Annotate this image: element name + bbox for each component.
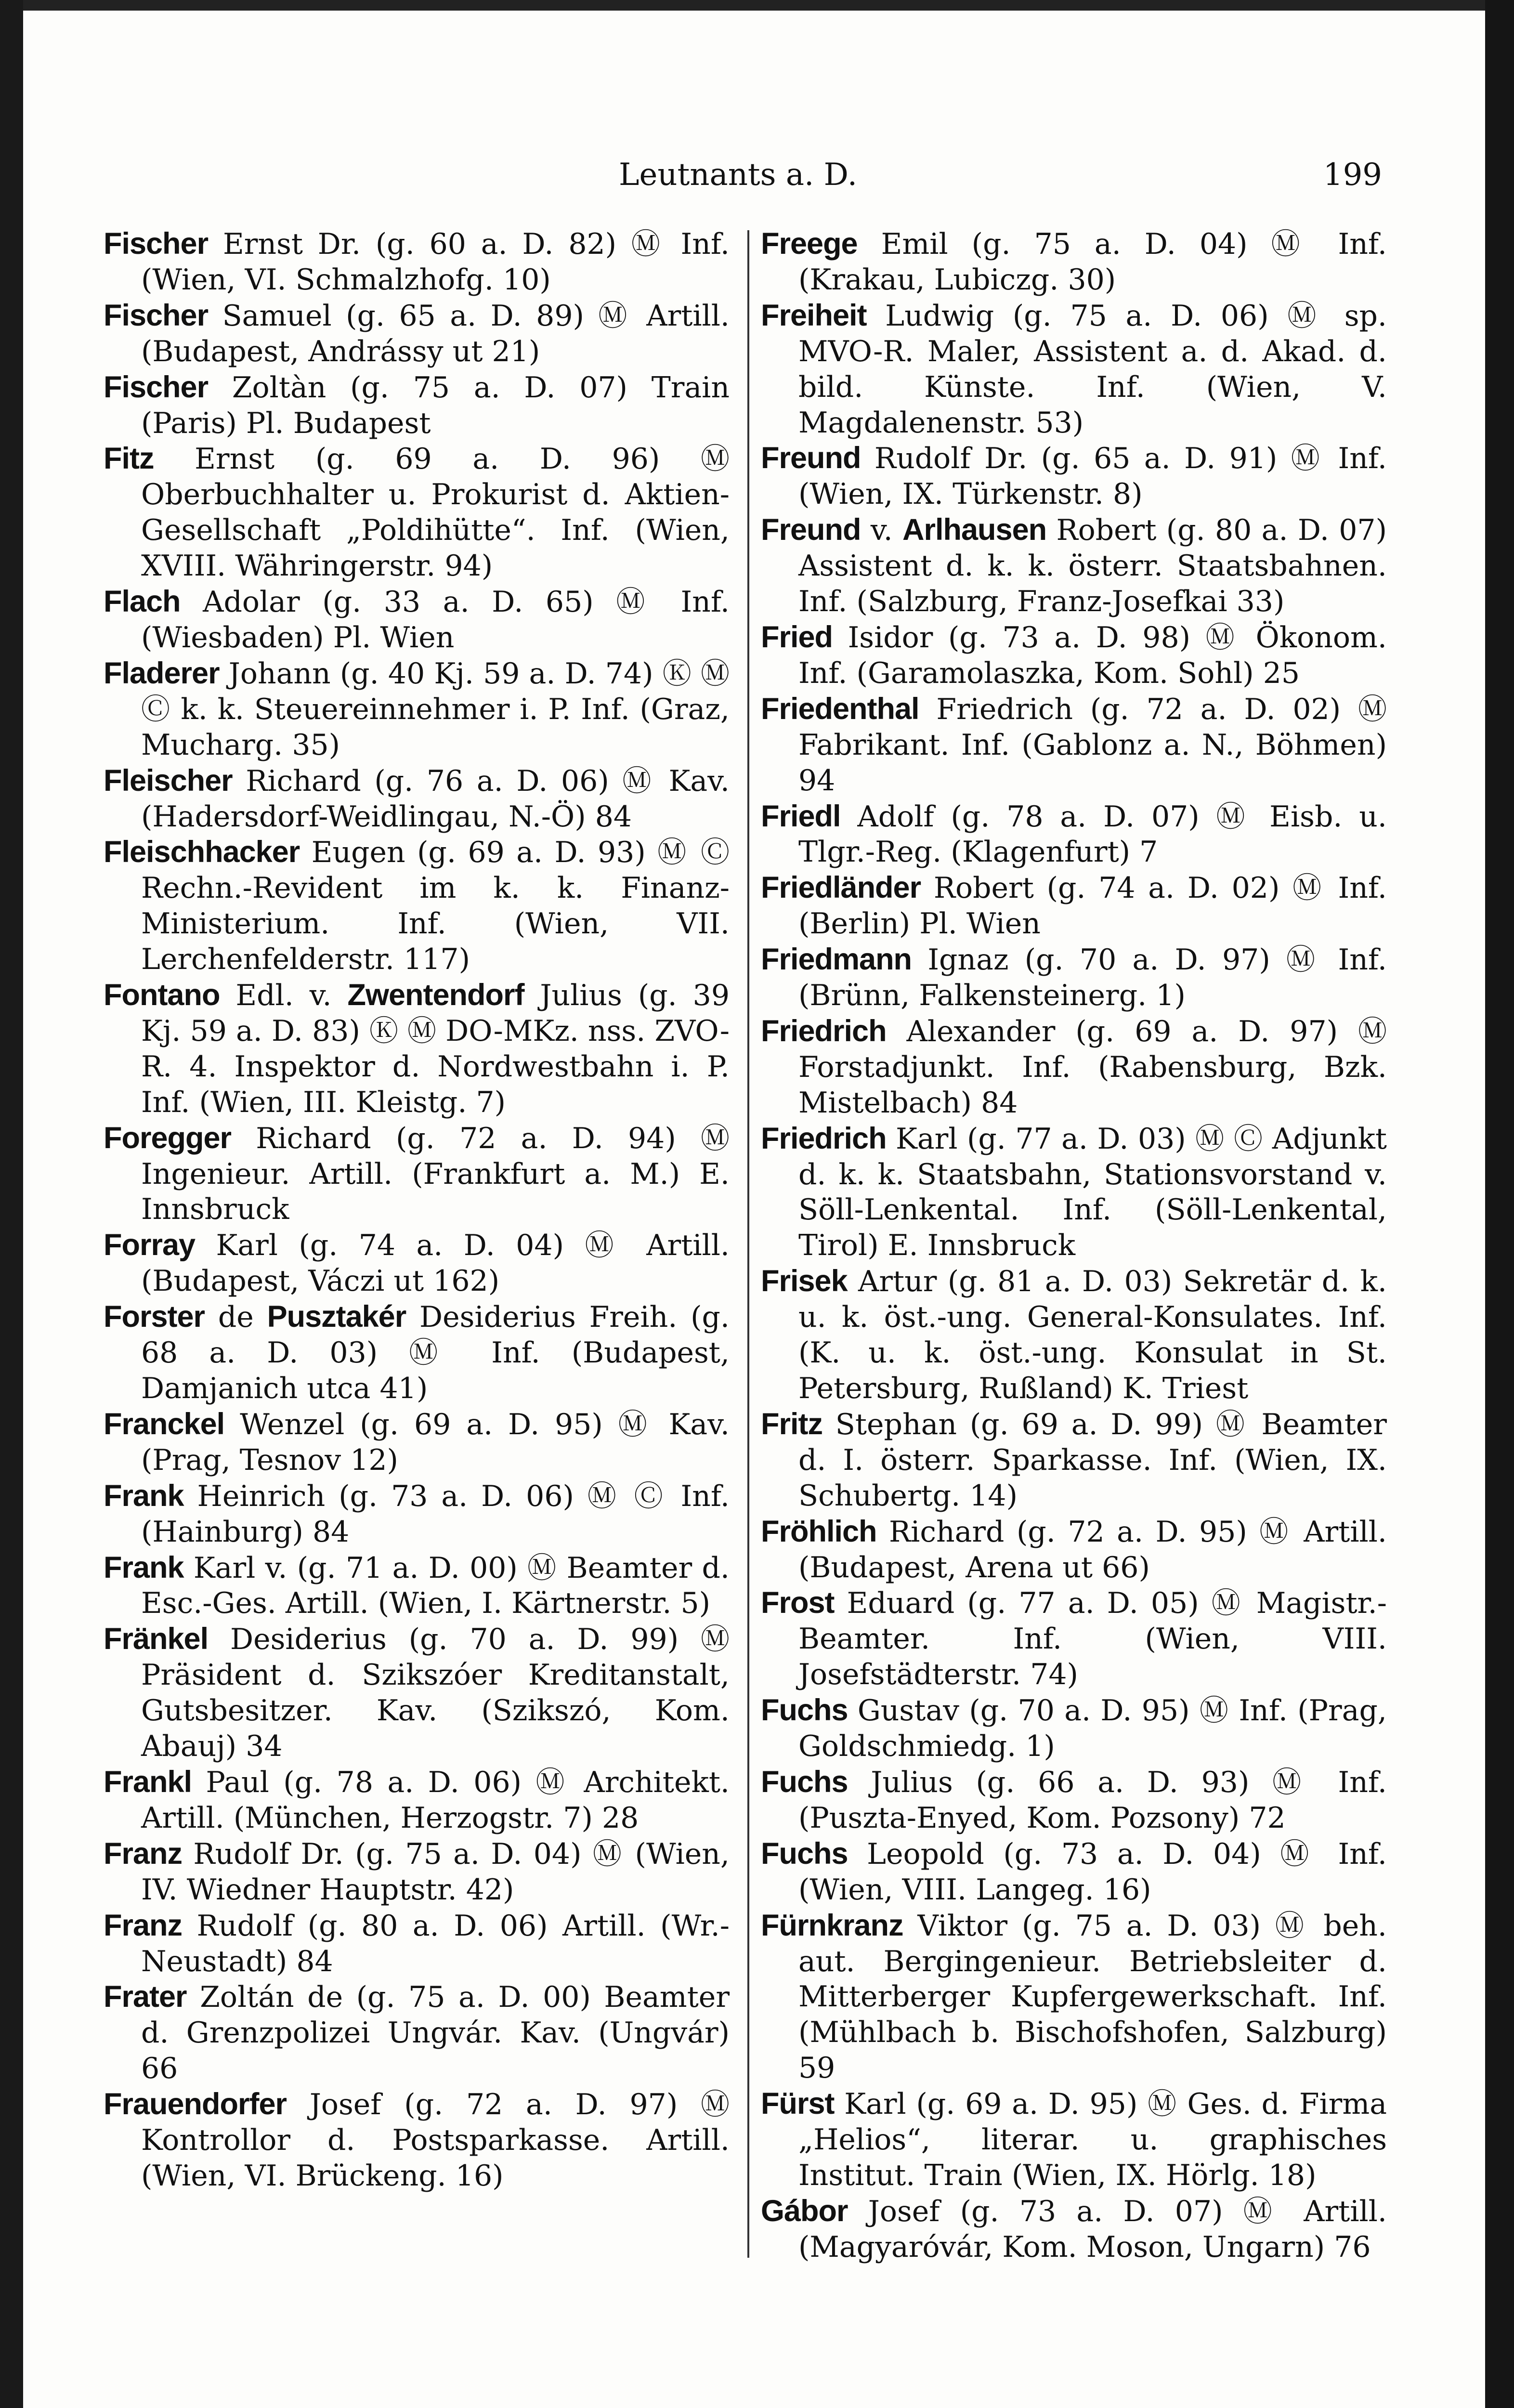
entry-surname: Fürst: [761, 2087, 835, 2121]
entry-surname: Freiheit: [761, 298, 867, 332]
entry-surname: Friedländer: [761, 871, 921, 905]
register-entry: [761, 226, 1387, 298]
register-entry: [761, 2194, 1387, 2265]
register-entry: [104, 226, 730, 298]
entry-surname: Flach: [104, 585, 181, 619]
register-entry: [761, 1585, 1387, 1693]
entry-details: Isidor (g. 73 a. D. 98) Ⓜ Ökonom. Inf. (Garamolaszka, Kom. Sohl) 25: [798, 620, 1387, 690]
entry-surname: Gábor: [761, 2194, 848, 2228]
entry-surname: Fröhlich: [761, 1514, 877, 1548]
entry-surname: Frankl: [104, 1765, 192, 1799]
entry-surname: Friedrich: [761, 1121, 887, 1155]
entry-surname: Franz: [104, 1836, 183, 1871]
entry-details: Samuel (g. 65 a. D. 89) Ⓜ Artill. (Budapest, Andrássy ut 21): [141, 299, 730, 368]
entry-details: Josef (g. 73 a. D. 07) Ⓜ Artill. (Magyaróvár, Kom. Moson, Ungarn) 76: [798, 2194, 1387, 2264]
register-entry: [761, 298, 1387, 441]
entry-details: Desiderius (g. 70 a. D. 99) Ⓜ Präsident d. Szikszóer Kreditanstalt, Gutsbesitzer. Kav. (Szikszó, Kom. Abauj) 34: [141, 1623, 730, 1764]
scan-edge-left: [0, 0, 23, 2408]
register-entry: [104, 441, 730, 584]
entry-surname: Freund: [761, 513, 861, 547]
register-entry: [761, 1836, 1387, 1908]
entry-details: Stephan (g. 69 a. D. 99) Ⓜ Beamter d. I. österr. Sparkasse. Inf. (Wien, IX. Schubertg. 14): [798, 1407, 1387, 1513]
entry-details: Emil (g. 75 a. D. 04) Ⓜ Inf. (Krakau, Lubiczg. 30): [798, 227, 1387, 297]
entry-details: Josef (g. 72 a. D. 97) Ⓜ Kontrollor d. Postsparkasse. Artill. (Wien, VI. Brückeng. 16): [141, 2088, 730, 2193]
entry-surname: Forray: [104, 1228, 196, 1262]
register-entry: [761, 1514, 1387, 1586]
entry-details: Edl. v.: [220, 979, 348, 1013]
entry-details: Eugen (g. 69 a. D. 93) Ⓜ Ⓒ Rechn.-Revident im k. k. Finanz-Ministerium. Inf. (Wien, VII. Lerchenfelderstr. 117): [141, 836, 730, 977]
entry-surname: Fitz: [104, 442, 154, 476]
entry-surname: Friedl: [761, 799, 841, 833]
entry-details-continued: Julius (g. 39 Kj. 59 a. D. 83) Ⓚ Ⓜ DO-MKz. nss. ZVO-R. 4. Inspektor d. Nordwestbahn i. P. Inf. (Wien, III. Kleistg. 7): [141, 979, 730, 1119]
entry-surname: Franz: [104, 1908, 183, 1942]
register-entry: [104, 1765, 730, 1836]
entry-surname: Fischer: [104, 227, 209, 261]
register-entry: [761, 1264, 1387, 1407]
entry-surname: Fuchs: [761, 1693, 848, 1727]
register-entry: [104, 1228, 730, 1299]
register-entry: [104, 1836, 730, 1908]
entry-predicate-name: Zwentendorf: [347, 978, 524, 1012]
entry-details: Johann (g. 40 Kj. 59 a. D. 74) Ⓚ Ⓜ Ⓒ k. k. Steuereinnehmer i. P. Inf. (Graz, Mucharg. 35): [141, 656, 730, 762]
entry-predicate-name: Pusztakér: [267, 1300, 406, 1334]
entry-details: Karl (g. 74 a. D. 04) Ⓜ Artill. (Budapest, Váczi ut 162): [141, 1229, 730, 1298]
register-entry: [104, 1407, 730, 1479]
register-entry: [761, 942, 1387, 1014]
register-entry: [761, 1693, 1387, 1765]
entry-surname: Friedenthal: [761, 692, 919, 726]
register-entry: [104, 1979, 730, 2087]
entry-details: Gustav (g. 70 a. D. 95) Ⓜ Inf. (Prag, Goldschmiedg. 1): [798, 1694, 1387, 1764]
running-head: Leutnants a. D.: [619, 157, 858, 193]
register-entry: [761, 1765, 1387, 1836]
entry-surname: Fladerer: [104, 656, 220, 690]
entry-surname: Frank: [104, 1550, 184, 1584]
register-entry: [104, 978, 730, 1121]
entry-surname: Fontano: [104, 978, 220, 1012]
entry-surname: Fränkel: [104, 1622, 209, 1656]
register-entry: [761, 870, 1387, 942]
entry-details-continued: Robert (g. 80 a. D. 07) Assistent d. k. k. österr. Staatsbahnen. Inf. (Salzburg, Franz-Josefkai 33): [798, 513, 1387, 619]
entry-details: Ludwig (g. 75 a. D. 06) Ⓜ sp. MVO-R. Maler, Assistent a. d. Akad. d. bild. Künste. Inf. (Wien, V. Magdalenenstr. 53): [798, 299, 1387, 440]
register-entry: [761, 799, 1387, 871]
entry-predicate-name: Arlhausen: [902, 513, 1047, 547]
entry-surname: Friedmann: [761, 942, 912, 977]
entry-surname: Frisek: [761, 1264, 848, 1298]
page-number: 199: [1323, 157, 1382, 193]
entry-surname: Fried: [761, 620, 833, 654]
entry-details: Heinrich (g. 73 a. D. 06) Ⓜ Ⓒ Inf. (Hainburg) 84: [141, 1479, 730, 1549]
register-entry: [761, 1908, 1387, 2087]
entry-surname: Fleischhacker: [104, 835, 300, 869]
entry-surname: Fuchs: [761, 1836, 848, 1871]
register-entry: [761, 1014, 1387, 1121]
entry-details: Friedrich (g. 72 a. D. 02) Ⓜ Fabrikant. Inf. (Gablonz a. N., Böhmen) 94: [798, 692, 1387, 798]
register-entry: [104, 370, 730, 442]
register-entry: [104, 298, 730, 370]
register-entry: [104, 1622, 730, 1765]
entry-details: Eduard (g. 77 a. D. 05) Ⓜ Magistr.-Beamter. Inf. (Wien, VIII. Josefstädterstr. 74): [798, 1586, 1387, 1692]
left-column: [104, 226, 730, 2273]
scan-edge-right: [1485, 0, 1514, 2408]
register-entry: [761, 692, 1387, 799]
register-entry: [761, 512, 1387, 620]
entry-details: Rudolf Dr. (g. 65 a. D. 91) Ⓜ Inf. (Wien, IX. Türkenstr. 8): [798, 442, 1387, 511]
page-header: [104, 152, 1382, 196]
register-entry: [104, 2087, 730, 2194]
register-entry: [104, 835, 730, 978]
register-entry: [104, 584, 730, 656]
entry-details: Richard (g. 72 a. D. 95) Ⓜ Artill. (Budapest, Arena ut 66): [798, 1515, 1387, 1584]
register-entry: [104, 1121, 730, 1228]
scan-edge-top: [0, 0, 1514, 11]
entry-surname: Foregger: [104, 1121, 232, 1155]
entry-details: Ernst (g. 69 a. D. 96) Ⓜ Oberbuchhalter u. Prokurist d. Aktien-Gesellschaft „Poldihütte“. Inf. (Wien, XVIII. Währingerstr. 94): [141, 442, 730, 583]
entry-surname: Fürnkranz: [761, 1908, 903, 1942]
entry-surname: Fischer: [104, 370, 209, 404]
register-entry: [104, 1479, 730, 1550]
entry-details: Adolar (g. 33 a. D. 65) Ⓜ Inf. (Wiesbaden) Pl. Wien: [141, 585, 730, 654]
entry-surname: Freund: [761, 441, 861, 475]
entry-details: Alexander (g. 69 a. D. 97) Ⓜ Forstadjunkt. Inf. (Rabensburg, Bzk. Mistelbach) 84: [798, 1014, 1387, 1120]
entry-surname: Fleischer: [104, 763, 233, 798]
register-entry: [761, 2086, 1387, 2194]
entry-surname: Franckel: [104, 1407, 225, 1441]
column-divider: [747, 230, 749, 2258]
entry-details: de: [205, 1300, 267, 1335]
register-entry: [761, 441, 1387, 512]
entry-details: Wenzel (g. 69 a. D. 95) Ⓜ Kav. (Prag, Tesnov 12): [141, 1407, 730, 1477]
entry-surname: Freege: [761, 227, 858, 261]
entry-details: Karl v. (g. 71 a. D. 00) Ⓜ Beamter d. Esc.-Ges. Artill. (Wien, I. Kärtnerstr. 5): [141, 1551, 730, 1621]
entry-details: Karl (g. 69 a. D. 95) Ⓜ Ges. d. Firma „Helios“, literar. u. graphisches Institut. Train (Wien, IX. Hörlg. 18): [798, 2087, 1387, 2192]
entry-details-continued: Desiderius Freih. (g. 68 a. D. 03) Ⓜ Inf. (Budapest, Damjanich utca 41): [141, 1300, 730, 1405]
register-entry: [104, 1908, 730, 1980]
entry-details: Viktor (g. 75 a. D. 03) Ⓜ beh. aut. Bergingenieur. Betriebsleiter d. Mitterberger Kupfergewerkschaft. Inf. (Mühlbach b. Bischofshofen, Salzburg) 59: [798, 1909, 1387, 2085]
entry-details: Artur (g. 81 a. D. 03) Sekretär d. k. u. k. öst.-ung. General-Konsulates. Inf. (K. u. k. öst.-ung. Konsulat in St. Petersburg, Rußland) K. Triest: [798, 1265, 1387, 1405]
entry-details: Zoltàn (g. 75 a. D. 07) Train (Paris) Pl. Budapest: [141, 370, 730, 440]
entry-details: Robert (g. 74 a. D. 02) Ⓜ Inf. (Berlin) Pl. Wien: [798, 871, 1387, 941]
entry-details: v.: [861, 513, 903, 548]
entry-details: Adolf (g. 78 a. D. 07) Ⓜ Eisb. u. Tlgr.-Reg. (Klagenfurt) 7: [798, 799, 1387, 869]
entry-details: Paul (g. 78 a. D. 06) Ⓜ Architekt. Artill. (München, Herzogstr. 7) 28: [141, 1765, 730, 1835]
entry-details: Julius (g. 66 a. D. 93) Ⓜ Inf. (Puszta-Enyed, Kom. Pozsony) 72: [798, 1765, 1387, 1835]
register-entry: [104, 656, 730, 763]
register-entry: [761, 1121, 1387, 1264]
entry-details: Rudolf Dr. (g. 75 a. D. 04) Ⓜ (Wien, IV. Wiedner Hauptstr. 42): [141, 1837, 730, 1907]
entry-surname: Frater: [104, 1980, 187, 2014]
entry-surname: Fritz: [761, 1407, 822, 1441]
entry-details: Ignaz (g. 70 a. D. 97) Ⓜ Inf. (Brünn, Falkensteinerg. 1): [798, 943, 1387, 1013]
entry-surname: Frank: [104, 1479, 184, 1513]
register-entry: [104, 763, 730, 835]
entry-surname: Fuchs: [761, 1765, 848, 1799]
entry-details: Ernst Dr. (g. 60 a. D. 82) Ⓜ Inf. (Wien, VI. Schmalzhofg. 10): [141, 227, 730, 297]
right-column: [761, 226, 1387, 2273]
entry-surname: Friedrich: [761, 1014, 887, 1048]
register-entry: [761, 620, 1387, 692]
entry-details: Richard (g. 76 a. D. 06) Ⓜ Kav. (Hadersdorf-Weidlingau, N.-Ö) 84: [141, 764, 730, 834]
entry-details: Rudolf (g. 80 a. D. 06) Artill. (Wr.-Neustadt) 84: [141, 1909, 730, 1978]
register-entry: [104, 1299, 730, 1407]
entry-surname: Frauendorfer: [104, 2087, 287, 2121]
entry-details: Zoltán de (g. 75 a. D. 00) Beamter d. Grenzpolizei Ungvár. Kav. (Ungvár) 66: [141, 1980, 730, 2086]
register-entry: [104, 1550, 730, 1622]
entry-details: Richard (g. 72 a. D. 94) Ⓜ Ingenieur. Artill. (Frankfurt a. M.) E. Innsbruck: [141, 1121, 730, 1227]
entry-surname: Frost: [761, 1586, 835, 1620]
entry-surname: Fischer: [104, 298, 209, 332]
entry-surname: Forster: [104, 1300, 205, 1334]
entry-details: Karl (g. 77 a. D. 03) Ⓜ Ⓒ Adjunkt d. k. k. Staatsbahn, Stationsvorstand v. Söll-Lenkental. Inf. (Söll-Lenkental, Tirol) E. Innsbruck: [798, 1122, 1387, 1263]
register-entry: [761, 1407, 1387, 1514]
entry-details: Leopold (g. 73 a. D. 04) Ⓜ Inf. (Wien, VIII. Langeg. 16): [798, 1837, 1387, 1907]
